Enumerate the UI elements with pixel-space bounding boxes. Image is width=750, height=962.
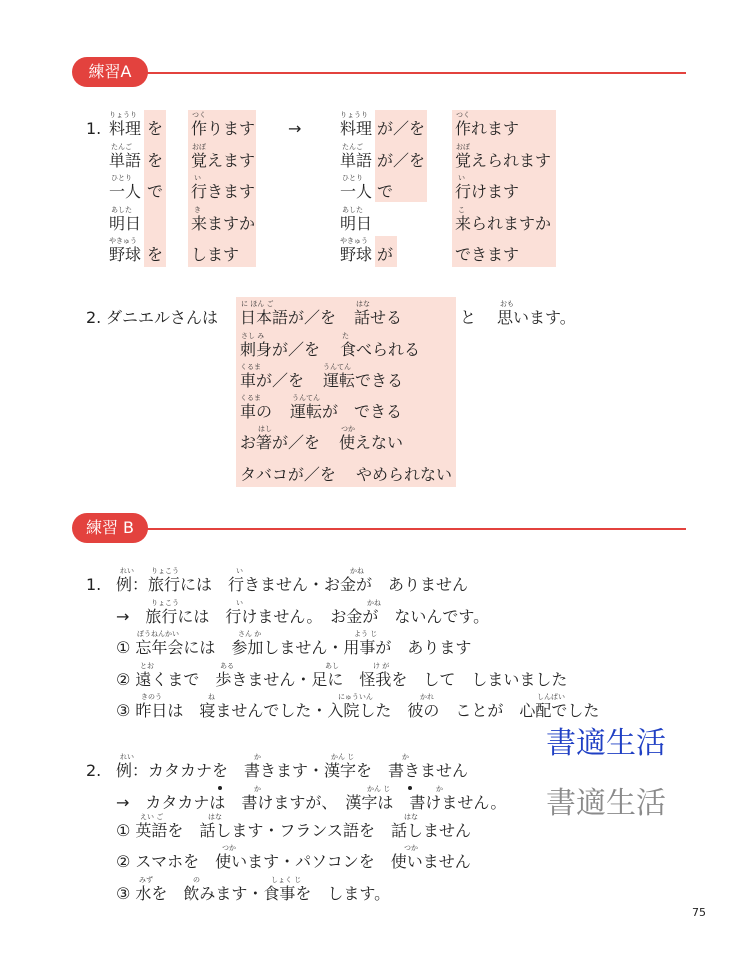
ruby: い [194, 174, 201, 182]
option-a: タバコが／を [240, 465, 336, 484]
noun: 料理 [340, 119, 373, 138]
ruby: かね [350, 567, 364, 575]
exercise-a1-number: 1. [86, 119, 102, 138]
ruby: やきゅう [109, 237, 137, 245]
exercise-a2-subject: ダニエルさんは [106, 308, 219, 327]
ruby: れい [120, 753, 134, 761]
particle: で [147, 182, 164, 201]
ruby: い [236, 599, 243, 607]
ruby: たんご [342, 143, 363, 151]
ruby: さし み [241, 332, 265, 340]
ruby: ぼうねんかい [137, 630, 179, 638]
ruby: あした [111, 206, 132, 214]
verb: 行けます [455, 182, 520, 201]
ruby: きのう [141, 693, 162, 701]
ruby: はな [356, 300, 370, 308]
verb: します [191, 245, 240, 264]
noun: 単語 [340, 151, 373, 170]
particle: が／を [377, 119, 426, 138]
verb: 覚えます [191, 151, 256, 170]
verb: 来られますか [455, 214, 552, 233]
section-b-rule [140, 528, 686, 530]
ruby: しんぱい [537, 693, 565, 701]
ruby: やきゅう [340, 237, 368, 245]
ruby: あした [342, 206, 363, 214]
ruby: たんご [111, 143, 132, 151]
noun: 明日 [109, 214, 142, 233]
emphasis-dot [408, 786, 412, 790]
ruby: あし [325, 662, 339, 670]
b1-item-1: ① 忘年会には 参加しません・用事が あります [116, 638, 472, 657]
particle: を [147, 245, 164, 264]
ruby: はな [404, 813, 418, 821]
b2-item-3: ③ 水を 飲みます・食事を します。 [116, 884, 391, 903]
particle: が／を [377, 151, 426, 170]
ruby: かね [367, 599, 381, 607]
noun: 一人 [340, 182, 373, 201]
option-a: お箸が／を [240, 433, 321, 452]
verb: 作ります [191, 119, 256, 138]
section-b-label: 練習 B [72, 513, 148, 543]
exercise-a2-to: と [460, 308, 477, 327]
ruby: つか [341, 425, 355, 433]
particle: で [377, 182, 394, 201]
noun: 単語 [109, 151, 142, 170]
b1-answer-line: → 旅行には 行けません。 お金が ないんです。 [116, 607, 490, 626]
b2-item-2: ② スマホを 使います・パソコンを 使いません [116, 852, 471, 871]
ruby: よう じ [354, 630, 378, 638]
ruby: れい [120, 567, 134, 575]
noun: 野球 [109, 245, 142, 264]
ruby: みず [139, 876, 153, 884]
particle: を [147, 151, 164, 170]
ruby: うんてん [292, 394, 320, 402]
ruby: くるま [240, 363, 261, 371]
ruby: こ [458, 206, 465, 214]
option-a: 車の [240, 402, 273, 421]
option-a: 車が／を [240, 371, 305, 390]
ruby: た [342, 332, 349, 340]
ruby: ひとり [342, 174, 363, 182]
ruby: くるま [240, 394, 261, 402]
ruby: か [254, 785, 261, 793]
ruby: おも [500, 300, 514, 308]
ruby: か [436, 785, 443, 793]
verb: 行きます [191, 182, 256, 201]
ruby: つく [192, 111, 206, 119]
ruby: にゅういん [338, 693, 373, 701]
ruby: おぼ [192, 143, 206, 151]
ruby: おぼ [456, 143, 470, 151]
ruby: か [254, 753, 261, 761]
exercise-a1-arrow: → [288, 119, 302, 138]
noun: 一人 [109, 182, 142, 201]
ruby: ある [220, 662, 234, 670]
ruby: に ほん ご [241, 300, 274, 308]
watermark-blue: 書適生活 [546, 726, 666, 761]
ruby: はな [208, 813, 222, 821]
option-b: やめられない [356, 465, 453, 484]
ruby: りょこう [151, 599, 179, 607]
particle: が [377, 245, 394, 264]
verb: できます [455, 245, 520, 264]
ruby: つか [222, 844, 236, 852]
ruby: い [236, 567, 243, 575]
ruby: はし [258, 425, 272, 433]
option-a: 日本語が／を [240, 308, 337, 327]
ruby: えい ご [140, 813, 164, 821]
section-a-label: 練習A [72, 57, 148, 87]
ruby: つく [456, 111, 470, 119]
section-a-rule [140, 72, 686, 74]
ruby: つか [404, 844, 418, 852]
ruby: ね [208, 693, 215, 701]
ruby: うんてん [323, 363, 351, 371]
ruby: かん じ [331, 753, 355, 761]
ruby: しょく じ [271, 876, 302, 884]
ruby: か [402, 753, 409, 761]
ruby: ひとり [111, 174, 132, 182]
b2-example-line: 例：カタカナを 書きます・漢字を 書きません [116, 761, 469, 780]
noun: 野球 [340, 245, 373, 264]
b2-item-1: ① 英語を 話します・フランス語を 話しません [116, 821, 471, 840]
exercise-a2-omoimasu: 思います。 [497, 308, 576, 327]
noun: 明日 [340, 214, 373, 233]
b1-item-3: ③ 昨日は 寝ませんでした・入院した 彼の ことが 心配でした [116, 701, 600, 720]
ruby: かれ [420, 693, 434, 701]
ruby: さん か [238, 630, 262, 638]
verb: 来ますか [191, 214, 256, 233]
option-b: 使えない [339, 433, 404, 452]
verb: 覚えられます [455, 151, 552, 170]
page-number: 75 [692, 906, 706, 919]
b1-item-2: ② 遠くまで 歩きません・足に 怪我を して しまいました [116, 670, 568, 689]
watermark-gray: 書適生活 [546, 786, 666, 821]
ruby: の [193, 876, 200, 884]
option-b: 運転できる [323, 371, 404, 390]
ruby: りょこう [151, 567, 179, 575]
ruby: け が [373, 662, 390, 670]
option-a: 刺身が／を [240, 340, 321, 359]
ruby: とお [140, 662, 154, 670]
ruby: き [194, 206, 201, 214]
ruby: りょうり [109, 111, 137, 119]
option-b: 運転が できる [290, 402, 403, 421]
verb: 作れます [455, 119, 520, 138]
exercise-b2-number: 2. [86, 761, 102, 780]
ruby: かん じ [367, 785, 391, 793]
exercise-b1-number: 1. [86, 575, 102, 594]
b2-answer-line: → カタカナは 書けますが、 漢字は 書けません。 [116, 793, 507, 812]
option-b: 食べられる [340, 340, 421, 359]
exercise-a2-number: 2. [86, 308, 102, 327]
emphasis-dot [218, 786, 222, 790]
ruby: い [458, 174, 465, 182]
option-b: 話せる [354, 308, 403, 327]
ruby: りょうり [340, 111, 368, 119]
b1-example-line: 例：旅行には 行きません・お金が ありません [116, 575, 469, 594]
particle: を [147, 119, 164, 138]
noun: 料理 [109, 119, 142, 138]
